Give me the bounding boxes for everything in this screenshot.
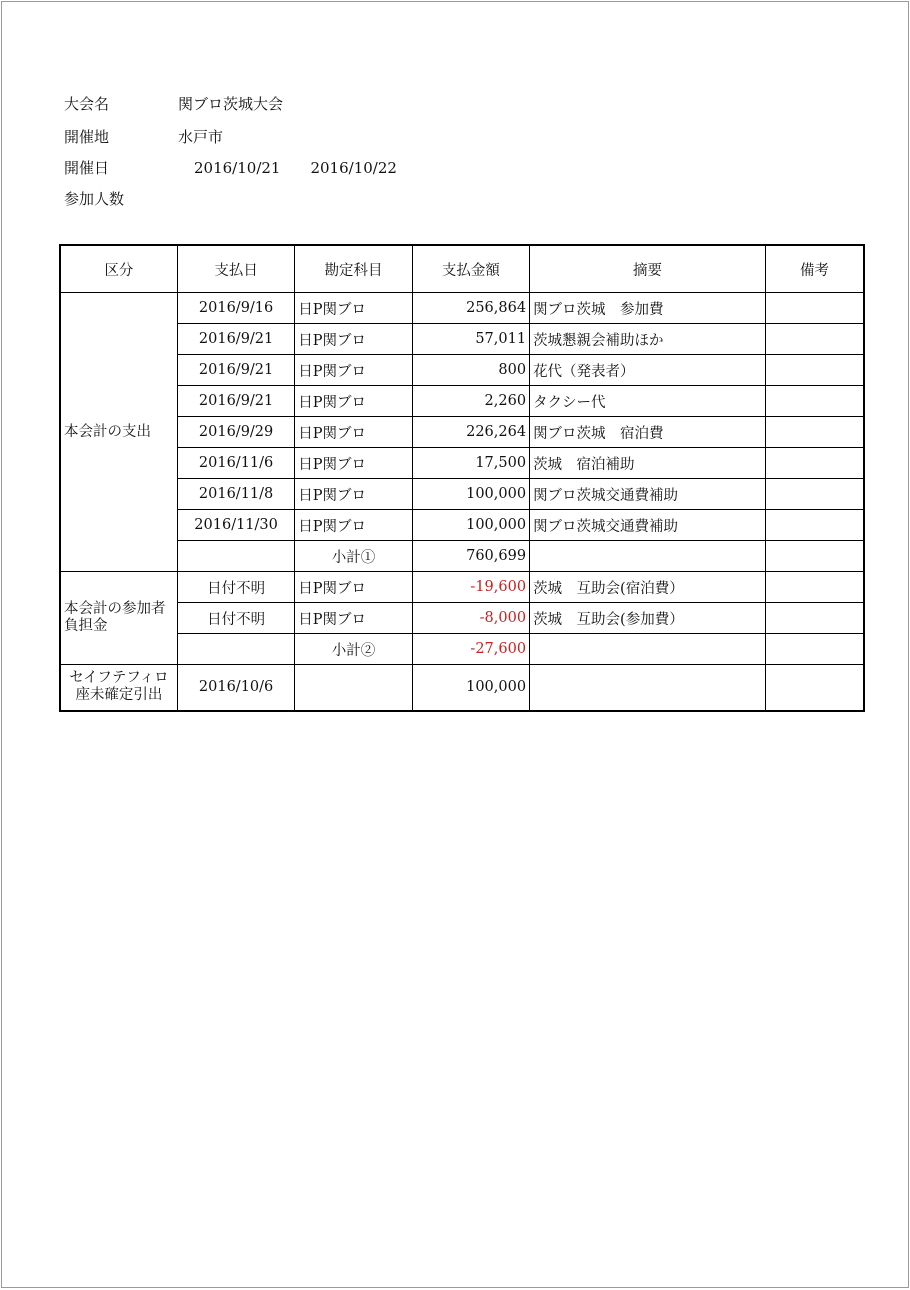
date-end: 2016/10/22 [310,159,397,177]
amount-cell: 100,000 [412,665,529,711]
tournament-row [64,93,283,115]
tournament-label: 大会名 [64,95,110,113]
note-cell [765,510,864,541]
date-start: 2016/10/21 [194,159,281,177]
participants-row [64,188,178,210]
amount-cell: 100,000 [412,510,529,541]
table-row [60,448,864,479]
subtotal-row [60,634,864,665]
account-cell [295,665,412,711]
date-cell: 2016/9/21 [177,386,294,417]
account-cell: 日P関ブロ [295,324,412,355]
subtotal-value: 760,699 [412,541,529,572]
date-cell: 2016/9/21 [177,324,294,355]
date-cell: 日付不明 [177,572,294,603]
subtotal-value: -27,600 [412,634,529,665]
table-row [60,417,864,448]
account-cell: 日P関ブロ [295,479,412,510]
note-cell [765,293,864,324]
participants-label: 参加人数 [64,190,125,208]
summary-cell: 花代（発表者） [530,355,766,386]
table-header-row [60,245,864,293]
summary-cell: 関ブロ茨城交通費補助 [530,479,766,510]
account-cell: 日P関ブロ [295,417,412,448]
table-row [60,293,864,324]
table-row [60,386,864,417]
amount-cell: 2,260 [412,386,529,417]
amount-cell: -19,600 [412,572,529,603]
account-cell: 日P関ブロ [295,293,412,324]
category-cell: セイフテフィロ座未確定引出 [60,665,177,711]
note-cell [765,324,864,355]
venue-label: 開催地 [64,128,110,146]
date-cell: 2016/10/6 [177,665,294,711]
document-page [1,1,909,1288]
date-cell: 2016/9/29 [177,417,294,448]
date-cell: 2016/9/21 [177,355,294,386]
empty-cell [530,634,766,665]
subtotal-label: 小計② [295,634,412,665]
subtotal-row [60,541,864,572]
header-note: 備考 [765,245,864,293]
category-cell: 本会計の支出 [60,293,177,572]
note-cell [765,479,864,510]
empty-cell [530,541,766,572]
note-cell [765,417,864,448]
table-row [60,324,864,355]
header-category: 区分 [60,245,177,293]
date-cell: 2016/11/8 [177,479,294,510]
empty-cell [177,634,294,665]
note-cell [765,355,864,386]
summary-cell: 茨城 互助会(宿泊費） [530,572,766,603]
table-row [60,603,864,634]
date-cell: 2016/11/6 [177,448,294,479]
date-cell: 2016/9/16 [177,293,294,324]
summary-cell: 茨城 宿泊補助 [530,448,766,479]
empty-cell [177,541,294,572]
date-cell: 日付不明 [177,603,294,634]
header-summary: 摘要 [530,245,766,293]
amount-cell: 17,500 [412,448,529,479]
note-cell [765,572,864,603]
summary-cell: タクシー代 [530,386,766,417]
date-cell: 2016/11/30 [177,510,294,541]
summary-cell: 茨城 互助会(参加費） [530,603,766,634]
date-row [64,157,397,179]
account-cell: 日P関ブロ [295,572,412,603]
table-row [60,355,864,386]
summary-cell: 関ブロ茨城 宿泊費 [530,417,766,448]
amount-cell: 57,011 [412,324,529,355]
note-cell [765,386,864,417]
amount-cell: 226,264 [412,417,529,448]
header-amount: 支払金額 [412,245,529,293]
header-account: 勘定科目 [295,245,412,293]
amount-cell: -8,000 [412,603,529,634]
venue-value: 水戸市 [178,128,224,146]
expense-table [59,244,865,712]
account-cell: 日P関ブロ [295,448,412,479]
note-cell [765,665,864,711]
account-cell: 日P関ブロ [295,603,412,634]
summary-cell: 関ブロ茨城交通費補助 [530,510,766,541]
table-row [60,479,864,510]
amount-cell: 100,000 [412,479,529,510]
header-date: 支払日 [177,245,294,293]
empty-cell [765,634,864,665]
amount-cell: 800 [412,355,529,386]
tournament-value: 関ブロ茨城大会 [178,95,284,113]
summary-cell: 関ブロ茨城 参加費 [530,293,766,324]
category-cell: 本会計の参加者負担金 [60,572,177,665]
table-row [60,665,864,711]
note-cell [765,448,864,479]
date-label: 開催日 [64,159,110,177]
subtotal-label: 小計① [295,541,412,572]
account-cell: 日P関ブロ [295,386,412,417]
account-cell: 日P関ブロ [295,510,412,541]
amount-cell: 256,864 [412,293,529,324]
empty-cell [765,541,864,572]
summary-cell [530,665,766,711]
table-row [60,572,864,603]
account-cell: 日P関ブロ [295,355,412,386]
note-cell [765,603,864,634]
table-row [60,510,864,541]
summary-cell: 茨城懇親会補助ほか [530,324,766,355]
venue-row [64,126,223,148]
